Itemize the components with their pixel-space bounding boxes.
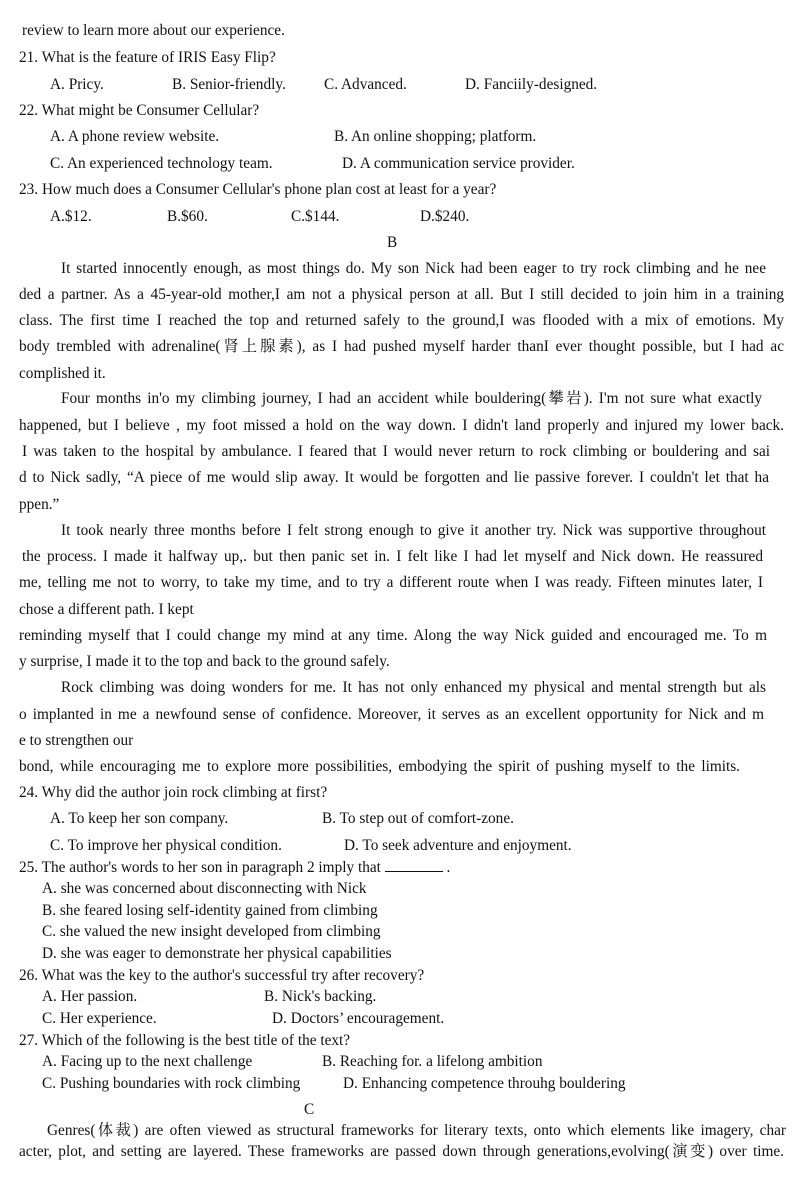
passage-a-tail: review to learn more about our experience. <box>22 22 285 39</box>
q23-option-c[interactable]: C.$144. <box>291 208 340 225</box>
passage-b-line: It started innocently enough, as most things do. My son Nick had been eager to try rock climbing and he nee <box>61 260 766 277</box>
q21-option-a[interactable]: A. Pricy. <box>50 76 104 93</box>
question-23-stem: 23. How much does a Consumer Cellular's phone plan cost at least for a year? <box>19 181 497 198</box>
q21-option-b[interactable]: B. Senior-friendly. <box>172 76 286 93</box>
passage-b-line: Four months in'o my climbing journey, I had an accident while bouldering(攀岩). I'm not sure what exactly <box>61 390 762 407</box>
q27-option-c[interactable]: C. Pushing boundaries with rock climbing <box>42 1075 301 1092</box>
q24-option-a[interactable]: A. To keep her son company. <box>50 810 229 827</box>
question-25-text: 25. The author's words to her son in paragraph 2 imply that <box>19 859 381 876</box>
passage-b-line: ded a partner. As a 45-year-old mother,I am not a physical person at all. But I still decided to join him in a training <box>19 286 784 303</box>
passage-b-line: reminding myself that I could change my mind at any time. Along the way Nick guided and encouraged me. To m <box>19 627 767 644</box>
section-b-heading: B <box>387 234 398 251</box>
q24-option-b[interactable]: B. To step out of comfort-zone. <box>322 810 514 827</box>
passage-b-line: the process. I made it halfway up,. but then panic set in. I felt like I had let myself and Nick down. He reassured <box>22 548 763 565</box>
passage-b-line: d to Nick sadly, “A piece of me would slip away. It would be forgotten and lie passive forever. I couldn't let that ha <box>19 469 769 486</box>
q26-option-d[interactable]: D. Doctors’ encouragement. <box>272 1010 445 1027</box>
question-27-stem: 27. Which of the following is the best title of the text? <box>19 1032 351 1049</box>
q23-option-b[interactable]: B.$60. <box>167 208 208 225</box>
q22-option-a[interactable]: A. A phone review website. <box>50 128 220 145</box>
answer-blank <box>385 859 443 872</box>
passage-c-line: Genres(体裁) are often viewed as structural frameworks for literary texts, onto which elements like imagery, char <box>47 1122 786 1139</box>
passage-b-line: chose a different path. I kept <box>19 601 194 618</box>
passage-b-line: e to strengthen our <box>19 732 134 749</box>
passage-b-line: o implanted in me a newfound sense of confidence. Moreover, it serves as an excellent opportunity for Nick and m <box>19 706 764 723</box>
passage-b-line: I was taken to the hospital by ambulance. I feared that I would never return to rock climbing or bouldering and sai <box>22 443 770 460</box>
passage-c-line: acter, plot, and setting are layered. These frameworks are passed down through generations,evolving(演变) over time. <box>19 1143 784 1160</box>
q25-option-a[interactable]: A. she was concerned about disconnecting with Nick <box>42 880 367 897</box>
q27-option-b[interactable]: B. Reaching for. a lifelong ambition <box>322 1053 543 1070</box>
q22-option-c[interactable]: C. An experienced technology team. <box>50 155 273 172</box>
passage-b-line: me, telling me not to worry, to take my time, and to try a different route when I was ready. Fifteen minutes later, I <box>19 574 763 591</box>
q26-option-b[interactable]: B. Nick's backing. <box>264 988 377 1005</box>
passage-b-line: body trembled with adrenaline(肾上腺素), as I had pushed myself harder thanI ever thought possible, but I had ac <box>19 338 784 355</box>
question-26-stem: 26. What was the key to the author's successful try after recovery? <box>19 967 425 984</box>
q22-option-b[interactable]: B. An online shopping; platform. <box>334 128 537 145</box>
section-c-heading: C <box>304 1101 315 1118</box>
q26-option-a[interactable]: A. Her passion. <box>42 988 138 1005</box>
q22-option-d[interactable]: D. A communication service provider. <box>342 155 575 172</box>
q27-option-d[interactable]: D. Enhancing competence throuhg bouldering <box>343 1075 626 1092</box>
passage-b-line: y surprise, I made it to the top and back to the ground safely. <box>19 653 390 670</box>
q21-option-d[interactable]: D. Fanciily-designed. <box>465 76 598 93</box>
passage-b-line: complished it. <box>19 365 106 382</box>
q25-option-c[interactable]: C. she valued the new insight developed from climbing <box>42 923 381 940</box>
q26-option-c[interactable]: C. Her experience. <box>42 1010 157 1027</box>
question-22-stem: 22. What might be Consumer Cellular? <box>19 102 260 119</box>
question-25-stem <box>19 858 450 878</box>
passage-b-line: class. The first time I reached the top and returned safely to the ground,I was flooded with a mix of emotions. My <box>19 312 784 329</box>
q24-option-c[interactable]: C. To improve her physical condition. <box>50 837 282 854</box>
q23-option-d[interactable]: D.$240. <box>420 208 470 225</box>
q21-option-c[interactable]: C. Advanced. <box>324 76 407 93</box>
question-21-stem: 21. What is the feature of IRIS Easy Flip? <box>19 49 276 66</box>
q24-option-d[interactable]: D. To seek adventure and enjoyment. <box>344 837 572 854</box>
passage-b-line: Rock climbing was doing wonders for me. It has not only enhanced my physical and mental strength but als <box>61 679 766 696</box>
passage-b-line: It took nearly three months before I felt strong enough to give it another try. Nick was supportive throughout <box>61 522 766 539</box>
q23-option-a[interactable]: A.$12. <box>50 208 92 225</box>
question-24-stem: 24. Why did the author join rock climbing at first? <box>19 784 328 801</box>
q25-option-d[interactable]: D. she was eager to demonstrate her physical capabilities <box>42 945 392 962</box>
passage-b-line: happened, but I believe , my foot missed a hold on the way down. I didn't land properly and injured my lower back. <box>19 417 784 434</box>
passage-b-line: ppen.” <box>19 496 60 513</box>
passage-b-line: bond, while encouraging me to explore more possibilities, embodying the spirit of pushing myself to the limits. <box>19 758 740 775</box>
q27-option-a[interactable]: A. Facing up to the next challenge <box>42 1053 253 1070</box>
question-25-period: . <box>446 859 451 876</box>
q25-option-b[interactable]: B. she feared losing self-identity gained from climbing <box>42 902 378 919</box>
